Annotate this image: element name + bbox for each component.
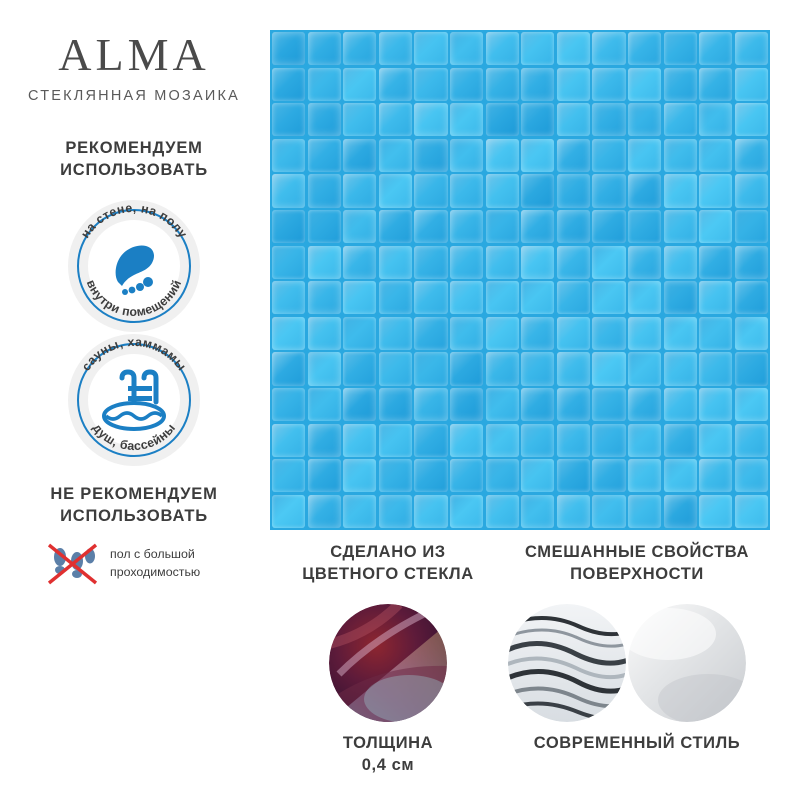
mosaic-tile (557, 459, 590, 492)
mosaic-tile (450, 174, 483, 207)
mosaic-tile (521, 210, 554, 243)
mosaic-tile (414, 103, 447, 136)
mosaic-tile (486, 281, 519, 314)
mosaic-tile (557, 210, 590, 243)
mosaic-tile (343, 68, 376, 101)
mosaic-tile (735, 246, 768, 279)
mosaic-tile (557, 103, 590, 136)
mosaic-tile (628, 388, 661, 421)
mosaic-tile (379, 281, 412, 314)
brand-name: ALMA (58, 29, 210, 80)
mosaic-tile (699, 32, 732, 65)
mosaic-tile (414, 246, 447, 279)
mosaic-tile (699, 388, 732, 421)
mosaic-tile (592, 352, 625, 385)
mosaic-tile (521, 424, 554, 457)
mosaic-tile (592, 388, 625, 421)
feature-1-title (273, 541, 503, 586)
mosaic-tile (343, 352, 376, 385)
mosaic-tile (557, 495, 590, 528)
mosaic-tile (735, 174, 768, 207)
mosaic-tile (521, 281, 554, 314)
mosaic-tile (699, 352, 732, 385)
mosaic-tile (450, 210, 483, 243)
mosaic-tile (343, 388, 376, 421)
mosaic-tile (735, 424, 768, 457)
mosaic-tile (735, 139, 768, 172)
mosaic-tile (308, 103, 341, 136)
mosaic-tile (592, 210, 625, 243)
mosaic-tile (486, 210, 519, 243)
mosaic-tile (450, 352, 483, 385)
mosaic-tile (699, 246, 732, 279)
feature-2-caption-line1: СОВРЕМЕННЫЙ СТИЛЬ (533, 734, 741, 752)
mosaic-tile (450, 32, 483, 65)
badge1-bottom-text: внутри помещений (83, 277, 185, 320)
mosaic-tile (272, 352, 305, 385)
mosaic-tile (592, 139, 625, 172)
glossy-surface-swatch (508, 604, 626, 722)
mosaic-tile (308, 210, 341, 243)
mosaic-tile (592, 459, 625, 492)
mosaic-tile (628, 317, 661, 350)
mosaic-tile (379, 139, 412, 172)
mosaic-tile (592, 68, 625, 101)
mosaic-tile (521, 103, 554, 136)
mosaic-tile (414, 317, 447, 350)
mosaic-tile (414, 459, 447, 492)
pool-icon (88, 354, 180, 446)
mosaic-tile (557, 317, 590, 350)
mosaic-tile (272, 281, 305, 314)
mosaic-tile (272, 139, 305, 172)
mosaic-tile (343, 317, 376, 350)
mosaic-tile (379, 424, 412, 457)
feature-2-caption (508, 732, 766, 754)
mosaic-tile (735, 388, 768, 421)
mosaic-tile (557, 424, 590, 457)
mosaic-tile (272, 210, 305, 243)
mosaic-tile (308, 352, 341, 385)
mosaic-tile (735, 68, 768, 101)
mosaic-tile (486, 68, 519, 101)
mosaic-tile (343, 103, 376, 136)
mosaic-tile (308, 281, 341, 314)
badge-inner-circle (88, 220, 180, 312)
mosaic-tile (379, 103, 412, 136)
mosaic-tile (414, 32, 447, 65)
mosaic-tile (343, 210, 376, 243)
badge1-top-text: на стене, на полу (77, 200, 191, 241)
mosaic-tile (699, 459, 732, 492)
mosaic-tile (521, 139, 554, 172)
mosaic-tile (664, 210, 697, 243)
mosaic-tile (735, 32, 768, 65)
mosaic-tile (699, 495, 732, 528)
mosaic-tile (628, 210, 661, 243)
mosaic-tile (272, 174, 305, 207)
mosaic-tile (486, 388, 519, 421)
mosaic-tile (521, 68, 554, 101)
mosaic-tile (486, 352, 519, 385)
badge2-top-text: сауны, хаммамы (78, 334, 190, 374)
mosaic-tile (628, 139, 661, 172)
badge-sauna-pool (68, 334, 200, 466)
mosaic-tile (450, 388, 483, 421)
mosaic-tile (450, 68, 483, 101)
mosaic-tile (272, 32, 305, 65)
mosaic-tile (486, 174, 519, 207)
mosaic-tile (343, 424, 376, 457)
mosaic-tile (450, 459, 483, 492)
mosaic-tile (486, 32, 519, 65)
mosaic-tile (308, 68, 341, 101)
mosaic-tile (486, 495, 519, 528)
mosaic-tile (699, 281, 732, 314)
mosaic-tile (343, 139, 376, 172)
mosaic-tile (557, 281, 590, 314)
feature-2-title (508, 541, 766, 586)
mosaic-tile (343, 281, 376, 314)
mosaic-tile (486, 246, 519, 279)
not-recommended-heading (0, 483, 268, 528)
mosaic-tile (735, 103, 768, 136)
mosaic-tile (486, 317, 519, 350)
mosaic-tile (414, 388, 447, 421)
mosaic-tile (379, 68, 412, 101)
mosaic-tile (735, 352, 768, 385)
mosaic-tile (343, 459, 376, 492)
mosaic-tile (414, 495, 447, 528)
not-recommended-label-line1: пол с большой (110, 547, 195, 562)
mosaic-tile (521, 352, 554, 385)
mosaic-tile (521, 317, 554, 350)
mosaic-tile (379, 459, 412, 492)
mosaic-tile (486, 424, 519, 457)
mosaic-tile (699, 210, 732, 243)
mosaic-tile (592, 174, 625, 207)
mosaic-tile (343, 495, 376, 528)
mosaic-tile (628, 103, 661, 136)
feature-1-caption (273, 732, 503, 777)
badge-inner-circle (88, 354, 180, 446)
mosaic-tile (699, 424, 732, 457)
mosaic-tile (486, 459, 519, 492)
feature-2-title-line2: ПОВЕРХНОСТИ (570, 565, 704, 584)
not-recommended-label-line2: проходимостью (110, 565, 201, 579)
mosaic-tile (592, 424, 625, 457)
mosaic-tile (699, 68, 732, 101)
mosaic-tile (557, 352, 590, 385)
mosaic-tile (308, 388, 341, 421)
badge2-bottom-text: душ, бассейны (89, 420, 179, 454)
mosaic-tile (521, 246, 554, 279)
mosaic-tile (343, 32, 376, 65)
mosaic-tile (450, 281, 483, 314)
mosaic-tile (699, 103, 732, 136)
mosaic-tile (628, 459, 661, 492)
mosaic-tile (699, 139, 732, 172)
mosaic-tile (664, 139, 697, 172)
mosaic-tile (557, 246, 590, 279)
mosaic-tile (308, 495, 341, 528)
mosaic-tile (379, 174, 412, 207)
mosaic-tile (450, 495, 483, 528)
mosaic-tile (414, 424, 447, 457)
not-recommended-label (110, 546, 200, 582)
mosaic-tile (628, 32, 661, 65)
mosaic-tile (272, 246, 305, 279)
mosaic-tile (557, 68, 590, 101)
mosaic-tile (592, 103, 625, 136)
mosaic-tile (521, 32, 554, 65)
mosaic-tile (664, 68, 697, 101)
mosaic-tile (628, 246, 661, 279)
mosaic-tile (735, 495, 768, 528)
mosaic-tile (735, 459, 768, 492)
mosaic-tile (628, 281, 661, 314)
mosaic-tile (414, 281, 447, 314)
mosaic-tile (521, 459, 554, 492)
not-recommended-heading-line1: НЕ РЕКОМЕНДУЕМ (50, 485, 218, 503)
mosaic-tile (450, 317, 483, 350)
mosaic-tile (592, 317, 625, 350)
mosaic-tile (272, 68, 305, 101)
mosaic-tile (664, 103, 697, 136)
mosaic-tile (308, 459, 341, 492)
mosaic-tile (557, 174, 590, 207)
brand-subtitle: СТЕКЛЯННАЯ МОЗАИКА (28, 88, 240, 104)
mosaic-tile (664, 388, 697, 421)
mosaic-tile (521, 174, 554, 207)
mosaic-tile (557, 32, 590, 65)
mosaic-tile (379, 210, 412, 243)
mosaic-tile (557, 388, 590, 421)
mosaic-tile (379, 317, 412, 350)
mosaic-tile (628, 495, 661, 528)
mosaic-tile (664, 32, 697, 65)
mosaic-tile (699, 174, 732, 207)
mosaic-tile (664, 317, 697, 350)
mosaic-tile (308, 424, 341, 457)
mosaic-tile (628, 68, 661, 101)
mosaic-tile (628, 174, 661, 207)
not-recommended-heading-line2: ИСПОЛЬЗОВАТЬ (60, 507, 208, 526)
mosaic-tile (664, 174, 697, 207)
mosaic-tile (664, 246, 697, 279)
foot-icon (88, 220, 180, 312)
mosaic-tile (664, 352, 697, 385)
mosaic-tile (735, 317, 768, 350)
mosaic-tile (450, 139, 483, 172)
mosaic-tile (414, 139, 447, 172)
mosaic-tile (308, 139, 341, 172)
mosaic-tile (592, 246, 625, 279)
mosaic-tile (343, 246, 376, 279)
matte-surface-swatch (628, 604, 746, 722)
mosaic-tile (379, 388, 412, 421)
mosaic-tile (272, 388, 305, 421)
mosaic-tile (486, 139, 519, 172)
mosaic-tile (414, 68, 447, 101)
mosaic-tile (308, 317, 341, 350)
recommended-heading-line1: РЕКОМЕНДУЕМ (65, 139, 203, 157)
brand-block (0, 29, 268, 104)
colored-glass-swatch (329, 604, 447, 722)
feature-1-title-line1: СДЕЛАНО ИЗ (330, 543, 446, 561)
badge-wall-floor-indoor (68, 200, 200, 332)
mosaic-tile (272, 317, 305, 350)
mosaic-tile (414, 174, 447, 207)
mosaic-tile (628, 424, 661, 457)
recommended-heading-line2: ИСПОЛЬЗОВАТЬ (60, 161, 208, 180)
feature-2-title-line1: СМЕШАННЫЕ СВОЙСТВА (524, 543, 750, 561)
mosaic-tile (628, 352, 661, 385)
mosaic-tile (379, 246, 412, 279)
mosaic-tile (308, 174, 341, 207)
mosaic-tile (592, 32, 625, 65)
mosaic-tile (450, 103, 483, 136)
not-recommended-row (46, 540, 268, 588)
feature-1-title-line2: ЦВЕТНОГО СТЕКЛА (302, 565, 474, 584)
mosaic-tile (592, 281, 625, 314)
mosaic-tile (272, 495, 305, 528)
mosaic-tile (272, 459, 305, 492)
mosaic-tile (308, 32, 341, 65)
mosaic-tile (379, 352, 412, 385)
mosaic-tile (592, 495, 625, 528)
mosaic-tile (450, 424, 483, 457)
mosaic-tile (414, 210, 447, 243)
mosaic-tile (272, 103, 305, 136)
mosaic-tile (664, 424, 697, 457)
mosaic-tile (379, 32, 412, 65)
mosaic-tile (379, 495, 412, 528)
crossed-out-footprints-icon (46, 540, 98, 588)
feature-1-caption-line1: ТОЛЩИНА (342, 734, 434, 752)
mosaic-tile (272, 424, 305, 457)
feature-1-caption-line2: 0,4 см (361, 756, 415, 775)
mosaic-tile (699, 317, 732, 350)
mosaic-tile (308, 246, 341, 279)
mosaic-tile (486, 103, 519, 136)
recommended-heading (0, 137, 268, 182)
mosaic-tile (664, 459, 697, 492)
mosaic-tile (343, 174, 376, 207)
mosaic-tile (735, 210, 768, 243)
product-mosaic-image (270, 30, 770, 530)
mosaic-tile (664, 495, 697, 528)
mosaic-tile (664, 281, 697, 314)
mosaic-tile (521, 495, 554, 528)
mosaic-tile (557, 139, 590, 172)
mosaic-tile (735, 281, 768, 314)
mosaic-tile (414, 352, 447, 385)
mosaic-tile (521, 388, 554, 421)
mosaic-tile (450, 246, 483, 279)
